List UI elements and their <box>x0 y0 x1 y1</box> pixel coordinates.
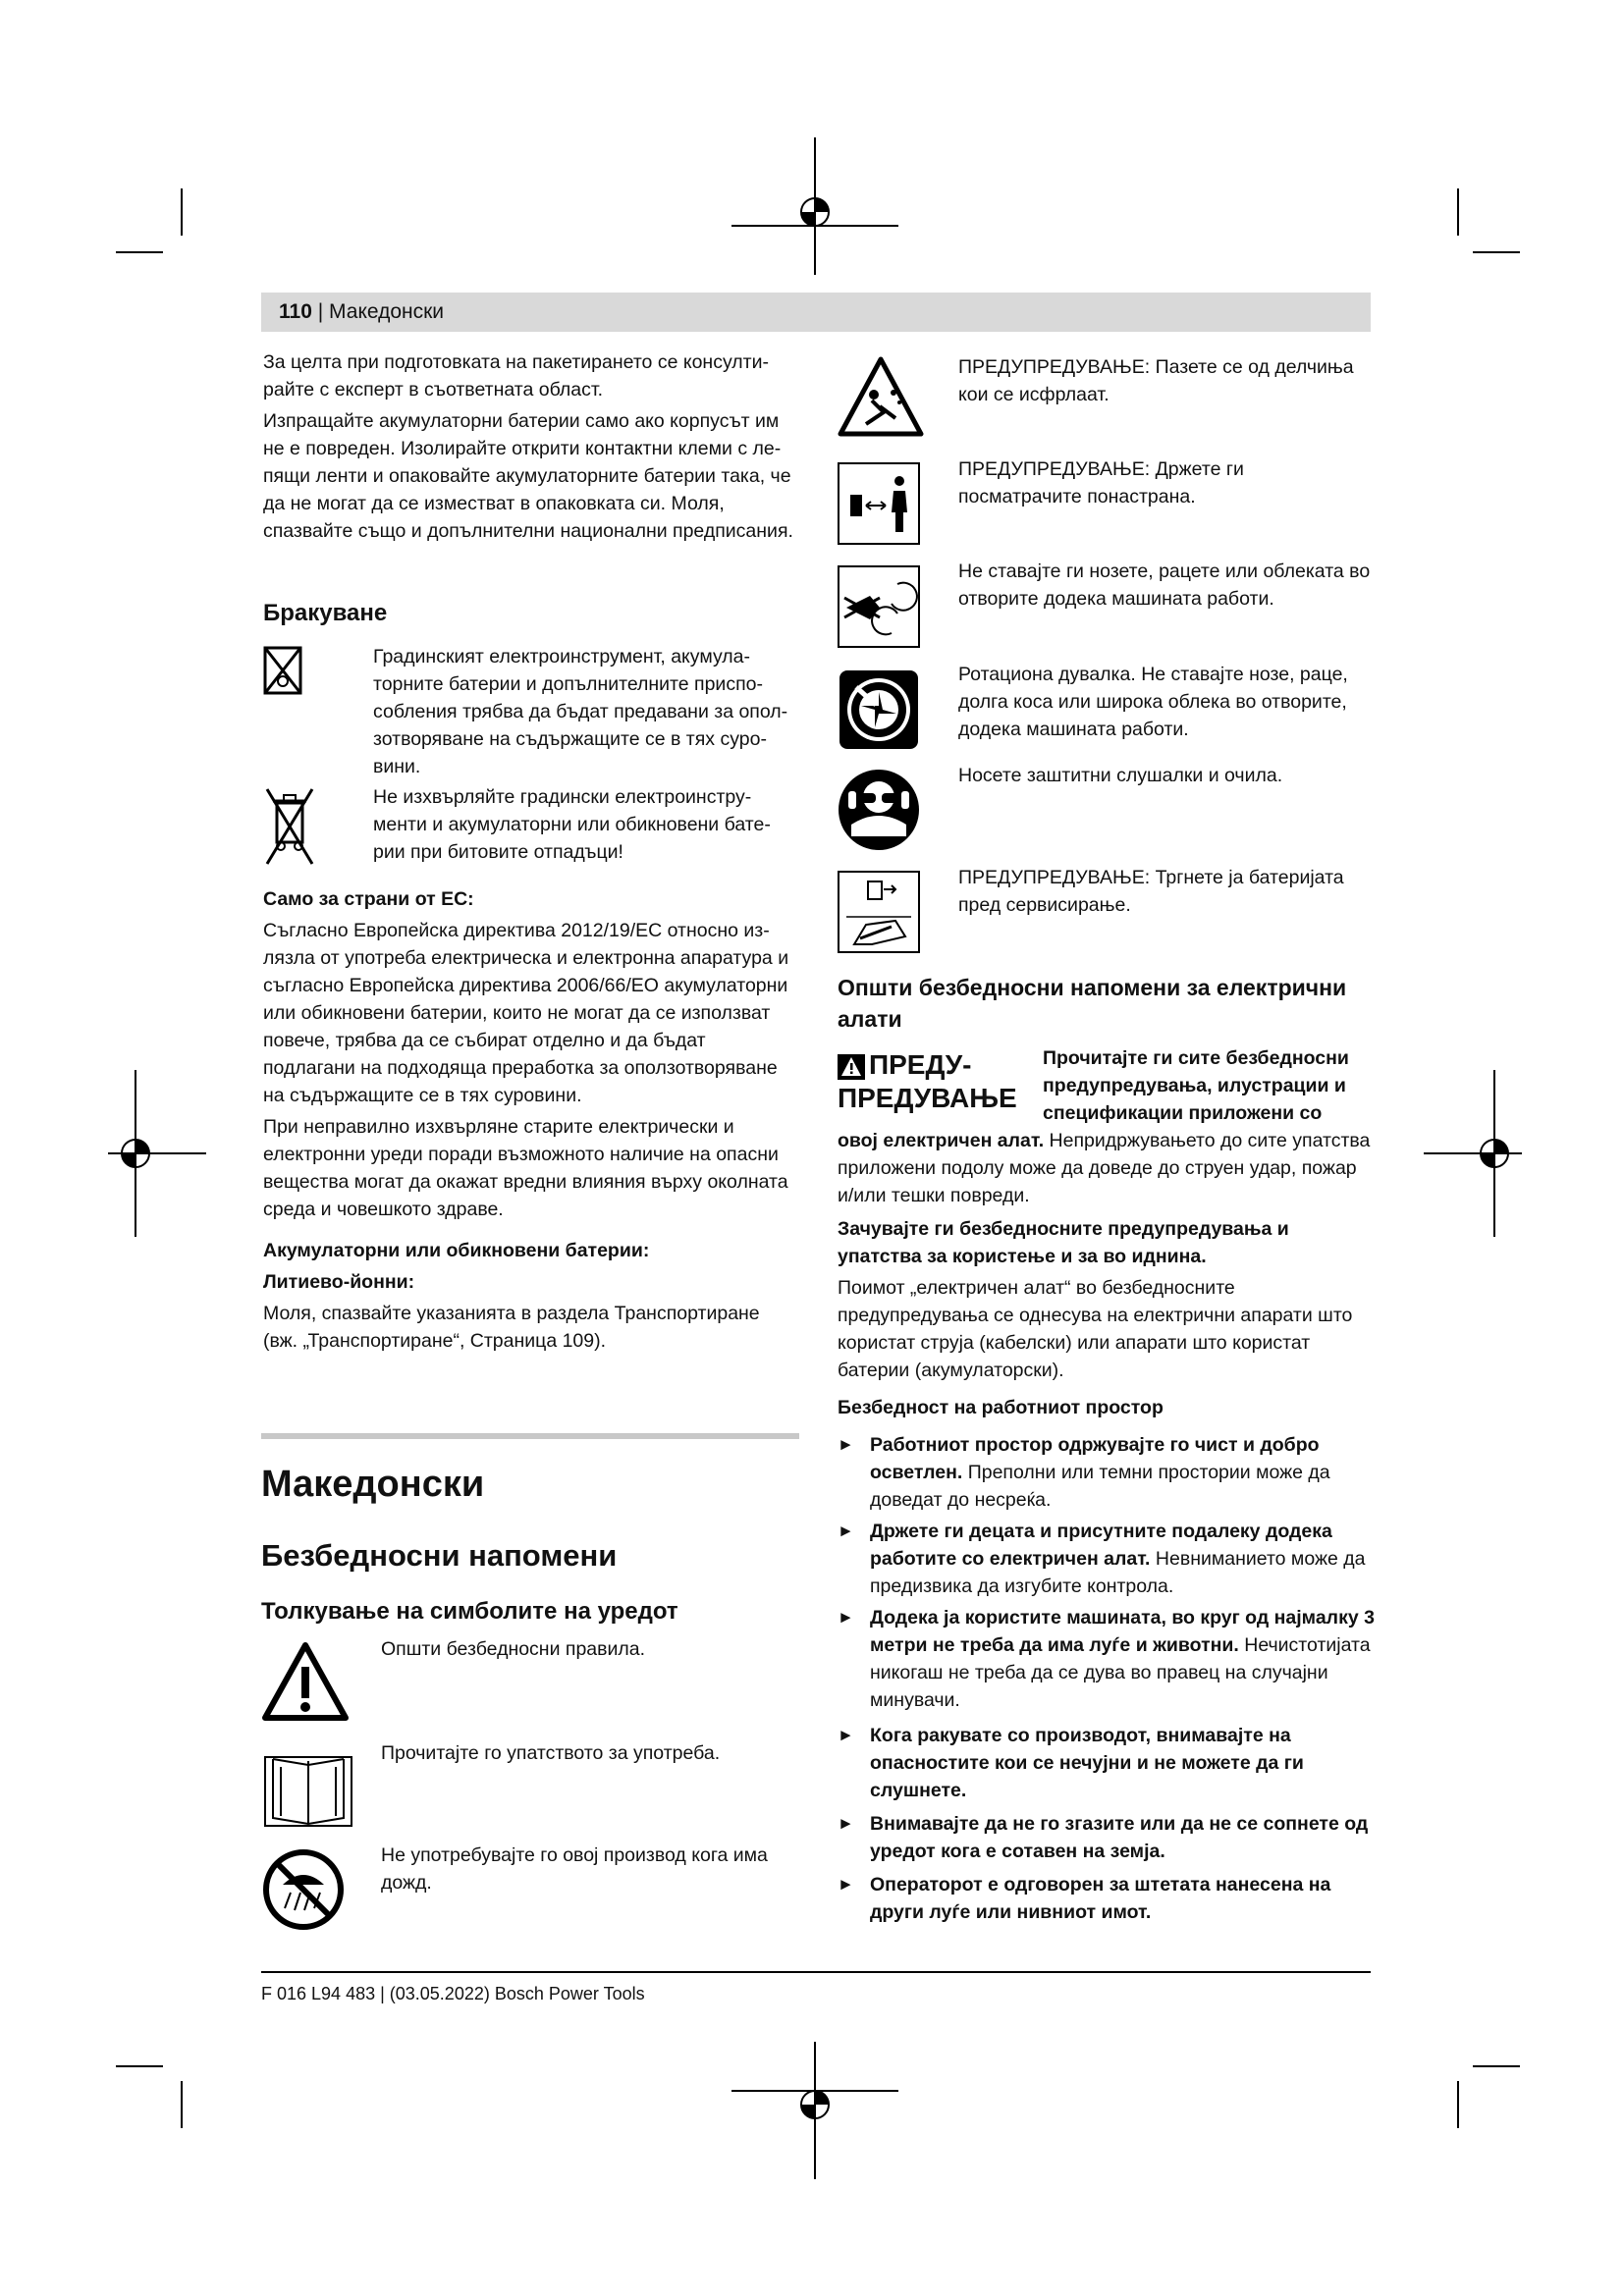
eu-heading: Само за страни от ЕС: <box>263 888 474 910</box>
bystanders-icon <box>837 461 921 546</box>
crop-mark <box>1457 188 1459 236</box>
warning-label-line-1: ПРЕДУ- <box>869 1049 972 1080</box>
eu-section <box>263 885 798 1359</box>
crossed-bin-icon <box>265 785 314 868</box>
warning-label <box>838 1048 1034 1115</box>
section-divider <box>261 1433 799 1439</box>
warning-label-line-2: ПРЕДУВАЊЕ <box>838 1083 1017 1113</box>
symbol-text-5: ПРЕДУПРЕДУВАЊЕ: Држете ги посматрачите понастрана. <box>958 458 1244 507</box>
list-item: ► Операторот е одговорен за штетата нанесена на други луѓе или нивниот имот. <box>838 1871 1382 1926</box>
symbol-text-3: Не употребувајте го овој производ кога има дожд. <box>381 1844 768 1894</box>
rotating-blower-icon <box>837 667 921 752</box>
bullet-marker: ► <box>838 1814 854 1833</box>
language-title: Македонски <box>261 1464 485 1505</box>
crop-mark <box>1473 2065 1520 2067</box>
crop-mark <box>181 188 183 236</box>
left-intro <box>263 348 798 549</box>
bullet-marker: ► <box>838 1522 854 1540</box>
warning-bold-continued: овој електричен алат. <box>838 1130 1045 1151</box>
general-safety-body <box>838 1127 1376 1425</box>
list-item: ► Додека ја користите машината, во круг од најмалку 3 метри не треба да има луѓе и животни. Нечистотијата никогаш не треба да се дува во правец на случајни минувачи. <box>838 1604 1382 1714</box>
list-item: ► Внимавајте да не го згазите или да не се сопнете од уредот кога е сотавен на земја. <box>838 1810 1382 1865</box>
symbol-text-7: Ротациона дувалка. Не ставајте нозе, раце, долга коса или широка облека во отворите, додека машината работи. <box>958 664 1348 740</box>
footer-rule <box>261 1971 1371 1973</box>
power-tool-term-paragraph: Поимот „електричен алат“ во безбедносните предупредувања се однесува на електрични апарати што користат струја (кабелски) или апарати што користат батерии (акумулаторски). <box>838 1277 1353 1381</box>
crop-mark <box>181 2081 183 2128</box>
battery-heading: Акумулаторни или обикновени батерии: <box>263 1240 650 1261</box>
remove-battery-icon <box>837 870 921 954</box>
manual-book-icon <box>261 1745 355 1830</box>
footer-text: F 016 L94 483 | (03.05.2022) Bosch Power Tools <box>261 1984 645 2003</box>
flying-debris-icon <box>837 355 925 438</box>
general-safety-heading: Општи безбедносни напомени за електрични алати <box>838 975 1347 1032</box>
symbol-text-2: Прочитајте го упатството за употреба. <box>381 1742 721 1764</box>
bullet-marker: ► <box>838 1875 854 1894</box>
eu-paragraph-2: При неправилно изхвърляне старите електрически и електронни уреди поради възможното наличие на опасни вещества могат да окажат вредни влияния върху околната среда и човешкото здраве. <box>263 1116 788 1220</box>
bullet-marker: ► <box>838 1435 854 1454</box>
disposal-text-1: Градинският електроинструмент, акумулаторните батерии и допълнителните приспособления трябва да бъдат предавани за оползотворяване на съдържащите се в тях суровини. <box>373 646 788 777</box>
hands-feet-openings-icon <box>837 564 921 649</box>
crop-mark <box>1473 251 1520 253</box>
warning-bold-text: Прочитајте ги сите безбедносни предупредувања, илустрации и спецификации приложени со <box>1043 1047 1349 1124</box>
registration-mark-left <box>108 1070 206 1237</box>
warning-triangle-small-icon <box>838 1054 865 1080</box>
warning-triangle-icon <box>261 1641 350 1722</box>
bullet-marker: ► <box>838 1608 854 1627</box>
keep-instructions-heading: Зачувајте ги безбедносните предупредувања и упатства за користење и за во иднина. <box>838 1218 1289 1267</box>
crop-mark <box>1457 2081 1459 2128</box>
list-item: ► Кога ракувате со производот, внимавајте на опасностите кои се нечујни и не можете да ги слушнете. <box>838 1722 1382 1804</box>
symbol-text-4: ПРЕДУПРЕДУВАЊЕ: Пазете се од делчиња кои се исфрлаат. <box>958 356 1354 405</box>
symbol-text-1: Општи безбедносни правила. <box>381 1638 646 1660</box>
eu-paragraph-1: Съгласно Европейска директива 2012/19/ЕС относно излязла от употреба електрическа и електронна апаратура и съгласно Европейска директива 2006/66/ЕО акумулаторни или обикновени батерии, които не могат да се използват повече, трябва да се събират отделно и да бъдат подлагани на подходяща преработка за оползотворяване на съдържащите се в тях суровини. <box>263 920 789 1106</box>
no-rain-icon <box>261 1847 346 1932</box>
page-number: 110 <box>279 300 312 323</box>
registration-mark-bottom <box>731 2042 898 2179</box>
symbol-text-8: Носете заштитни слушалки и очила. <box>958 765 1283 786</box>
intro-paragraph-2: Изпращайте акумулаторни батерии само ако корпусът им не е повреден. Изолирайте открити контактни клеми с лепящи ленти и опаковайте акумулаторните батерии така, че да не могат да се изместват в опаковката си. Моля, спазвайте също и допълнителни национални предписания. <box>263 410 793 542</box>
warning-rest-text: Непридржувањето до сите упатства приложени подолу може да доведе до струен удар, пожар и/или тешки повреди. <box>838 1130 1371 1206</box>
header-language: Македонски <box>329 300 445 323</box>
crossed-box-icon <box>263 646 302 697</box>
crop-mark <box>116 2065 163 2067</box>
disposal-heading: Бракуване <box>263 600 388 626</box>
registration-mark-top <box>731 137 898 275</box>
list-item: ► Работниот простор одржувајте го чист и добро осветлен. Преполни или темни простории може да доведат до несреќа. <box>838 1431 1382 1514</box>
disposal-text-2: Не изхвърляйте градински електроинструменти и акумулаторни или обикновени батерии при битовите отпадъци! <box>373 786 771 863</box>
ear-eye-protection-icon <box>837 768 921 852</box>
li-ion-paragraph: Моля, спазвайте указанията в раздела Транспортиране (вж. „Транспортиране“, Страница 109). <box>263 1303 760 1352</box>
registration-mark-right <box>1424 1070 1522 1237</box>
safety-title: Безбедносни напомени <box>261 1538 618 1573</box>
list-item: ► Држете ги децата и присутните подалеку додека работите со електричен алат. Невниманието може да предизвика да изгубите контрола. <box>838 1518 1382 1600</box>
page-header: 110 | Македонски <box>261 293 1371 332</box>
symbols-title: Толкување на симболите на уредот <box>261 1598 678 1625</box>
symbol-text-9: ПРЕДУПРЕДУВАЊЕ: Тргнете ја батеријата пред сервисирање. <box>958 867 1344 916</box>
li-ion-heading: Литиево-йонни: <box>263 1271 415 1293</box>
bullet-marker: ► <box>838 1726 854 1744</box>
symbol-text-6: Не ставајте ги нозете, рацете или облеката во отворите додека машината работи. <box>958 561 1371 610</box>
workplace-heading: Безбедност на работниот простор <box>838 1397 1164 1418</box>
crop-mark <box>116 251 163 253</box>
intro-paragraph-1: За целта при подготовката на пакетирането се консултирайте с експерт в съответната област. <box>263 351 769 400</box>
